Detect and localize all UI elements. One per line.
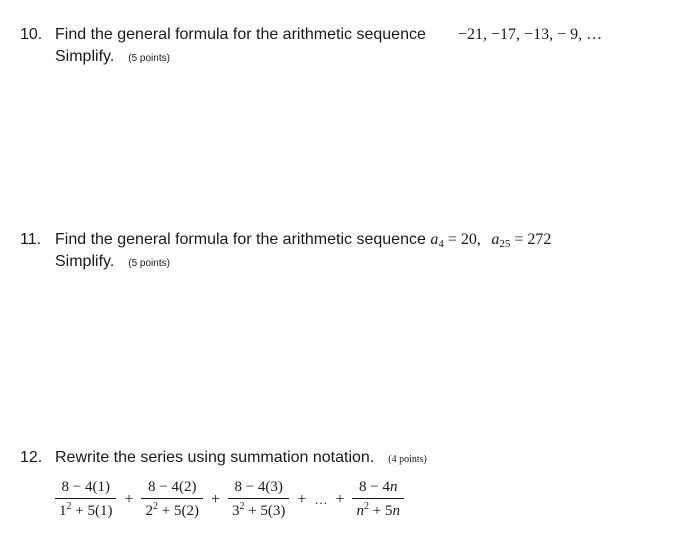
q10-number: 10. — [20, 26, 43, 43]
q10-simplify: Simplify. — [55, 48, 115, 65]
q12-prompt: Rewrite the series using summation notation. — [55, 449, 375, 466]
series-term-1: $\frac{8 - 4(1)}{1^2 + 5(1)}$ — [55, 479, 116, 520]
q11-term-a25: $a_{25} = 272$ — [491, 231, 552, 250]
q11-points: (5 points) — [128, 258, 170, 269]
series-term-n: $\frac{8 - 4n}{n^2 + 5n}$ — [352, 479, 403, 520]
q10-prompt: Find the general formula for the arithmetic sequence — [55, 26, 426, 43]
q11-prompt: Find the general formula for the arithmetic sequence — [55, 231, 426, 248]
q10-points: (5 points) — [128, 53, 170, 64]
question-11 — [20, 229, 690, 273]
plus-sign: + — [335, 490, 345, 508]
q12-number: 12. — [20, 449, 43, 466]
q12-points: (4 points) — [388, 454, 427, 465]
q11-line-1 — [20, 229, 690, 251]
question-12 — [20, 447, 690, 519]
q11-line-2 — [20, 251, 690, 273]
series-term-2: $\frac{8 - 4(2)}{2^2 + 5(2)}$ — [141, 479, 202, 520]
q10-sequence: −21, −17, −13, − 9, … — [458, 26, 603, 43]
ellipsis: … — [314, 491, 328, 507]
q12-line-1 — [20, 447, 690, 469]
q10-line-2 — [20, 46, 690, 68]
q12-series — [55, 479, 404, 520]
plus-sign: + — [124, 490, 134, 508]
q11-number: 11. — [20, 231, 42, 248]
series-term-3: $\frac{8 - 4(3)}{3^2 + 5(3)}$ — [228, 479, 289, 520]
q10-line-1 — [20, 24, 690, 46]
q11-simplify: Simplify. — [55, 253, 115, 270]
plus-sign: + — [210, 490, 220, 508]
q11-term-a4: $a_4 = 20$, — [430, 231, 481, 250]
question-10 — [20, 24, 690, 68]
plus-sign: + — [297, 490, 307, 508]
